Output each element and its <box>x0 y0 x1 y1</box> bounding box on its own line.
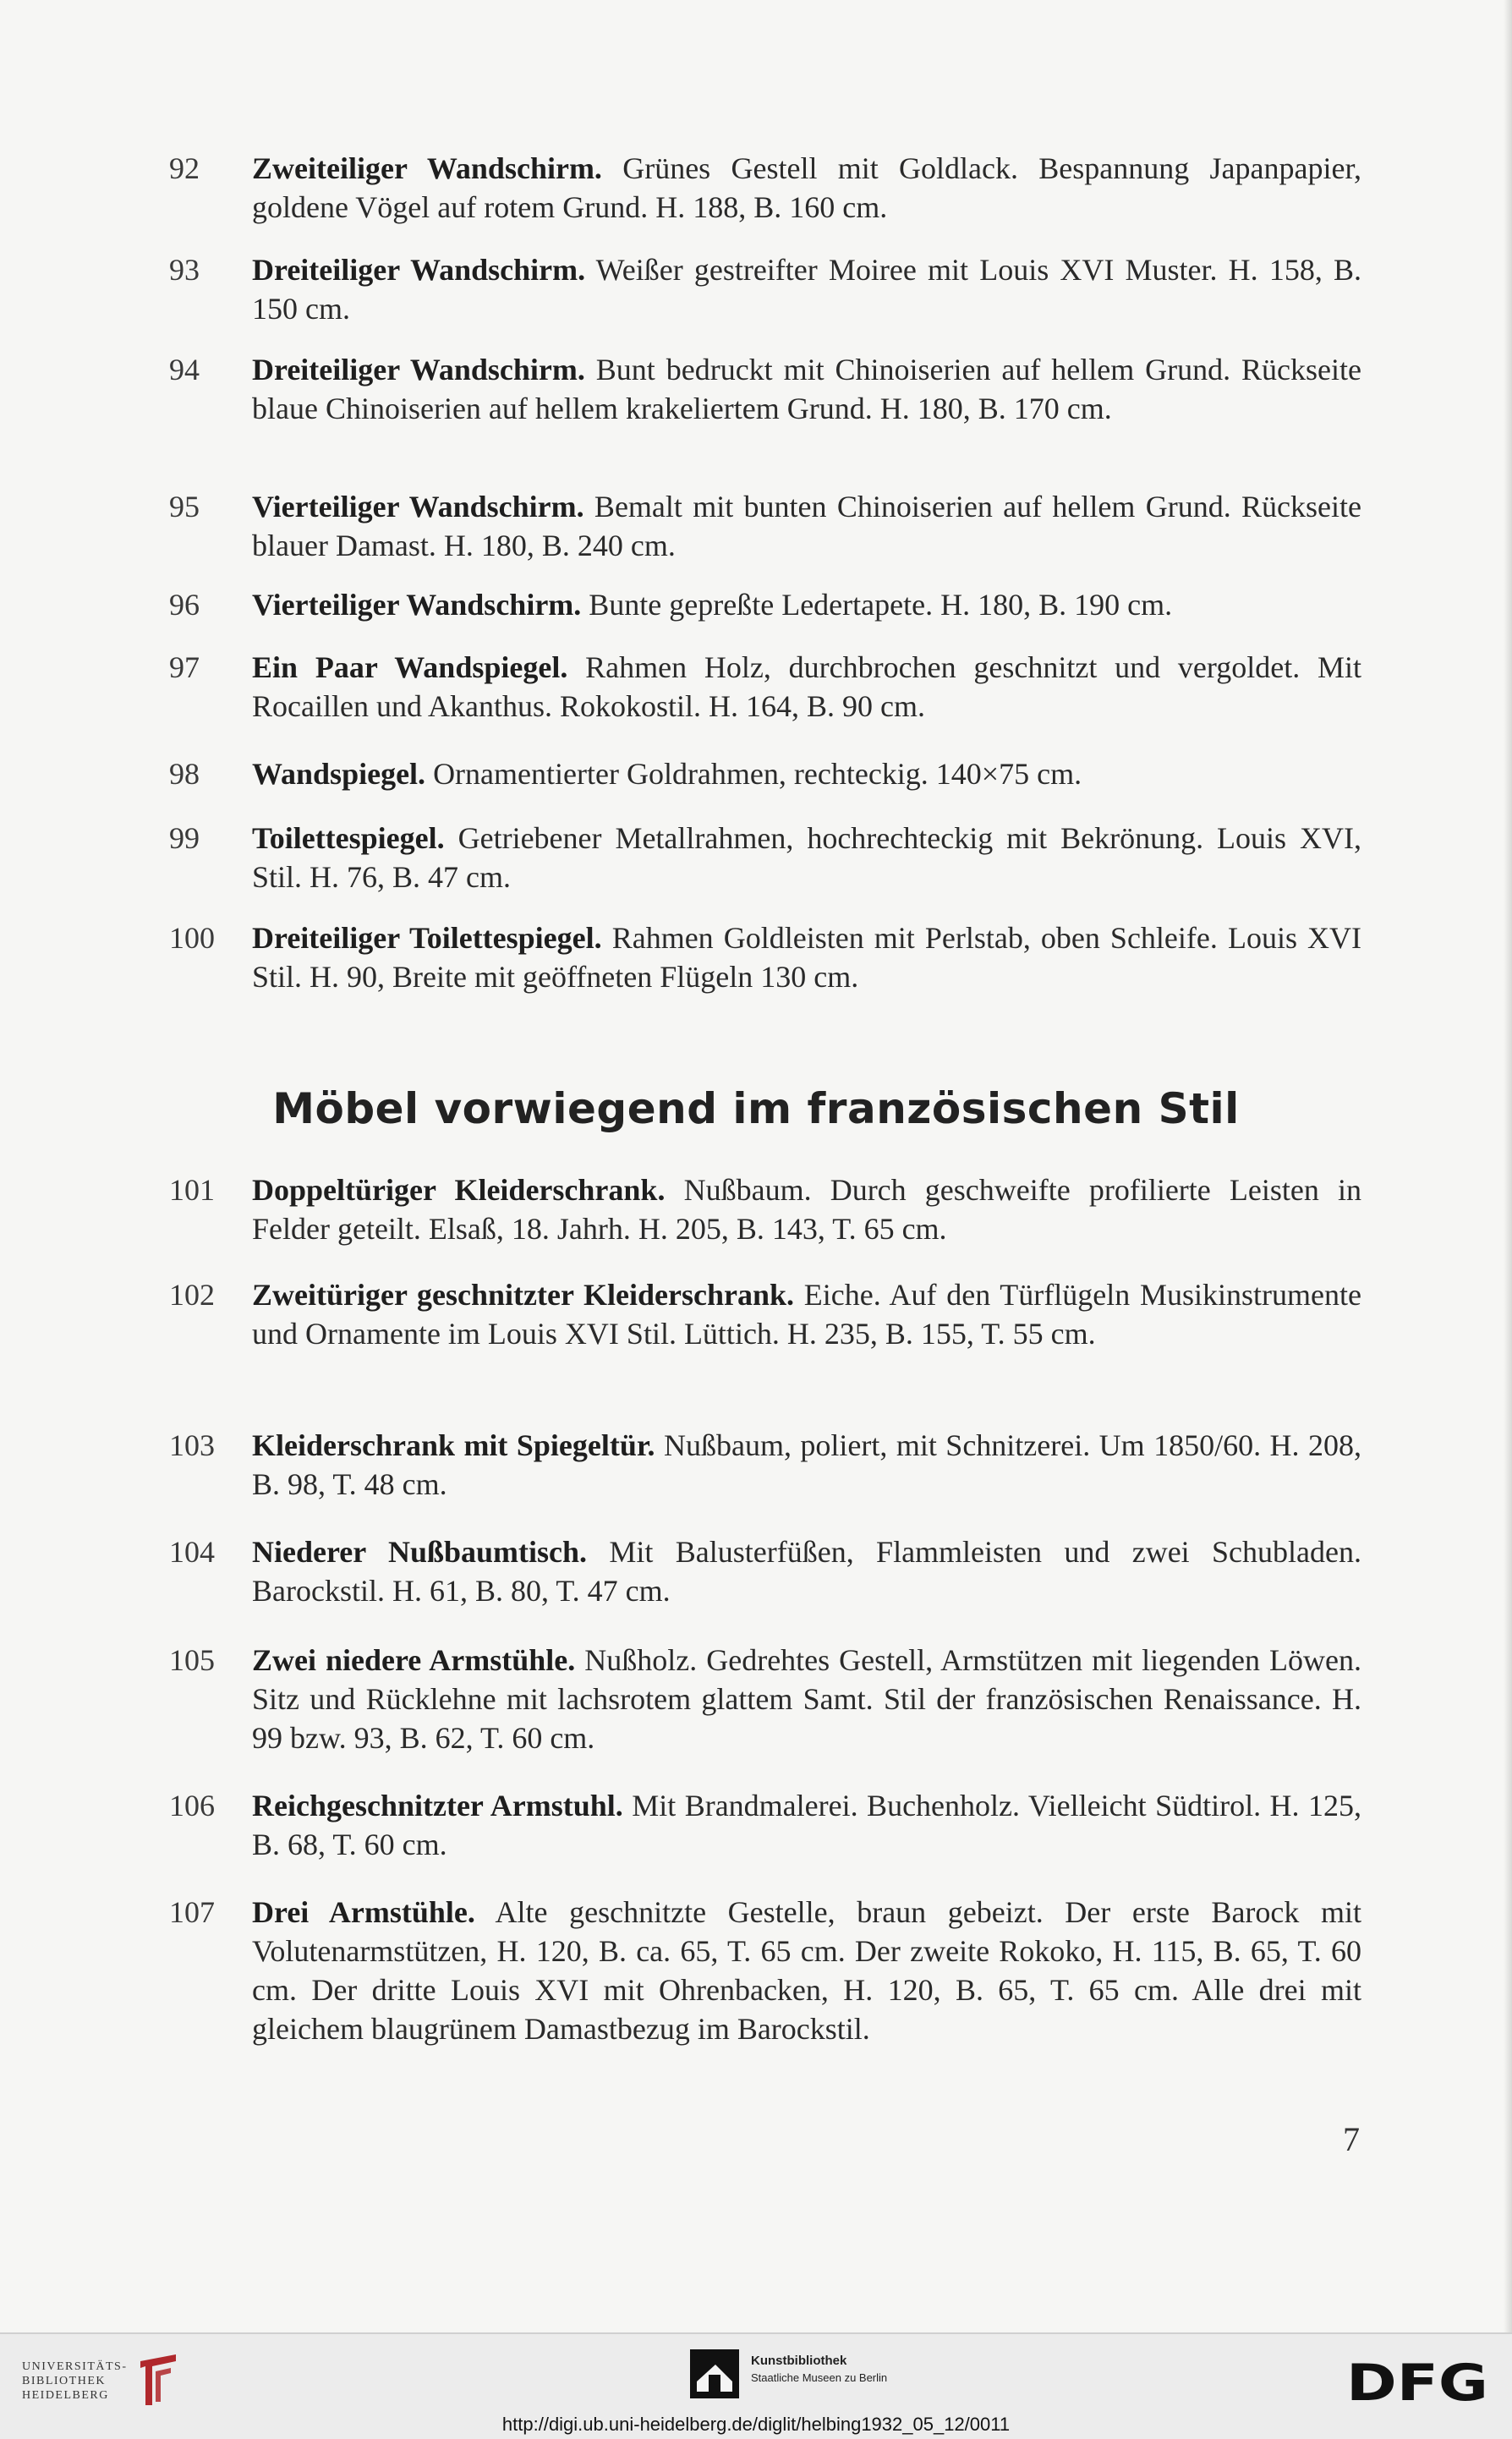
lot-number: 98 <box>169 757 200 791</box>
university-line: UNIVERSITÄTS- <box>22 2360 128 2373</box>
lot-number: 106 <box>169 1789 215 1822</box>
lot-entry <box>169 149 1361 227</box>
lot-entry <box>169 1170 1361 1248</box>
lot-number: 102 <box>169 1278 215 1312</box>
lot-title: Drei Armstühle. <box>252 1895 475 1929</box>
lot-number: 103 <box>169 1428 215 1462</box>
lot-title: Reichgeschnitzter Armstuhl. <box>252 1789 623 1822</box>
lot-number: 101 <box>169 1173 215 1207</box>
digitization-footer <box>0 2332 1512 2439</box>
lot-title: Doppeltüriger Kleiderschrank. <box>252 1173 666 1207</box>
section-heading: Möbel vorwiegend im französischen Stil <box>272 1084 1240 1133</box>
lot-description: Ornamentierter Goldrahmen, rechteckig. 140×75 cm. <box>425 757 1082 791</box>
lot-entry <box>169 819 1361 896</box>
lot-number: 94 <box>169 353 200 386</box>
lot-description: Weißer gestreifter Moiree mit Louis XVI Muster. H. 158, B. 150 cm. <box>252 253 1361 326</box>
kunstbibliothek-text <box>751 2353 887 2387</box>
lot-description: Bemalt mit bunten Chinoiserien auf hellem Grund. Rückseite blauer Damast. H. 180, B. 240 cm. <box>252 490 1361 562</box>
lot-title: Zwei niedere Armstühle. <box>252 1643 576 1677</box>
lot-title: Dreiteiliger Wandschirm. <box>252 253 586 287</box>
lot-entry <box>169 648 1361 726</box>
lot-entry <box>169 1532 1361 1610</box>
lot-entry <box>169 1641 1361 1757</box>
kunstbibliothek-subtitle: Staatliche Museen zu Berlin <box>751 2371 888 2384</box>
university-line: BIBLIOTHEK <box>22 2375 106 2387</box>
lot-description: Bunt bedruckt mit Chinoiserien auf hellem Grund. Rückseite blaue Chinoiserien auf hellem krakeliertem Grund. H. 180, B. 170 cm. <box>252 353 1361 425</box>
lot-description: Alte geschnitzte Gestelle, braun gebeizt. Der erste Barock mit Volutenarmstützen, H. 120, B. ca. 65, T. 65 cm. Der zweite Rokoko, H. 115, B. 65, T. 60 cm. Der dritte Louis XVI mit Ohrenbacken, H. 120, B. 65, T. 65 cm. Alle drei mit gleichem blaugrünem Damastbezug im Barockstil. <box>252 1895 1361 2046</box>
lot-description: Eiche. Auf den Türflügeln Musikinstrumente und Ornamente im Louis XVI Stil. Lüttich. H. 235, B. 155, T. 55 cm. <box>252 1278 1361 1351</box>
kunstbibliothek-title: Kunstbibliothek <box>751 2354 847 2368</box>
lot-description: Rahmen Holz, durchbrochen geschnitzt und vergoldet. Mit Rocaillen und Akanthus. Rokokostil. H. 164, B. 90 cm. <box>252 650 1361 723</box>
lot-title: Ein Paar Wandspiegel. <box>252 650 568 684</box>
lot-description: Grünes Gestell mit Goldlack. Bespannung Japanpapier, goldene Vögel auf rotem Grund. H. 188, B. 160 cm. <box>252 151 1361 224</box>
lot-number: 104 <box>169 1535 215 1569</box>
lot-title: Niederer Nußbaumtisch. <box>252 1535 588 1569</box>
lot-title: Dreiteiliger Wandschirm. <box>252 353 585 386</box>
dfg-logo[interactable] <box>1346 2356 1490 2403</box>
page-number: 7 <box>1343 2120 1360 2158</box>
lot-description: Getriebener Metallrahmen, hochrechteckig mit Bekrönung. Louis XVI, Stil. H. 76, B. 47 cm. <box>252 821 1361 894</box>
lot-entry <box>169 918 1361 996</box>
lot-description: Nußbaum, poliert, mit Schnitzerei. Um 1850/60. H. 208, B. 98, T. 48 cm. <box>252 1428 1361 1501</box>
lot-entry <box>169 350 1361 428</box>
lot-title: Dreiteiliger Toilettespiegel. <box>252 921 602 955</box>
lot-title: Kleiderschrank mit Spiegeltür. <box>252 1428 655 1462</box>
lot-entry <box>169 1893 1361 2048</box>
lot-title: Toilettespiegel. <box>252 821 445 855</box>
lot-number: 92 <box>169 151 200 185</box>
lot-title: Vierteiliger Wandschirm. <box>252 588 582 622</box>
lot-entry <box>169 250 1361 328</box>
lot-entry <box>169 754 1361 793</box>
lot-description: Mit Balusterfüßen, Flammleisten und zwei Schubladen. Barockstil. H. 61, B. 80, T. 47 cm. <box>252 1535 1361 1608</box>
lot-number: 97 <box>169 650 200 684</box>
lot-entry <box>169 585 1361 624</box>
lot-number: 95 <box>169 490 200 523</box>
university-line: HEIDELBERG <box>22 2389 109 2402</box>
lot-number: 105 <box>169 1643 215 1677</box>
lot-entry <box>169 1786 1361 1864</box>
footer-divider <box>0 2332 1512 2334</box>
lot-number: 100 <box>169 921 215 955</box>
kunstbibliothek-logo-icon[interactable] <box>690 2349 739 2398</box>
lot-entry <box>169 1426 1361 1504</box>
lot-title: Vierteiliger Wandschirm. <box>252 490 584 523</box>
lot-number: 99 <box>169 821 200 855</box>
lot-title: Wandspiegel. <box>252 757 426 791</box>
lot-title: Zweiteiliger Wandschirm. <box>252 151 602 185</box>
lot-entry <box>169 1275 1361 1353</box>
lot-description: Nußbaum. Durch geschweifte profilierte Leisten in Felder geteilt. Elsaß, 18. Jahrh. H. 205, B. 143, T. 65 cm. <box>252 1173 1362 1246</box>
university-library-wordmark[interactable] <box>22 2360 128 2403</box>
lot-number: 93 <box>169 253 200 287</box>
lot-title: Zweitüriger geschnitzter Kleiderschrank. <box>252 1278 795 1312</box>
university-library-logo-icon[interactable] <box>134 2349 183 2410</box>
lot-description: Bunte gepreßte Ledertapete. H. 180, B. 190 cm. <box>581 588 1173 622</box>
permalink-url[interactable]: http://digi.ub.uni-heidelberg.de/diglit/helbing1932_05_12/0011 <box>501 2414 1011 2435</box>
lot-description: Rahmen Goldleisten mit Perlstab, oben Schleife. Louis XVI Stil. H. 90, Breite mit geöffneten Flügeln 130 cm. <box>252 921 1361 994</box>
lot-description: Mit Brandmalerei. Buchenholz. Vielleicht Südtirol. H. 125, B. 68, T. 60 cm. <box>252 1789 1362 1861</box>
lot-entry <box>169 487 1361 565</box>
svg-text:DFG: DFG <box>1346 2356 1488 2403</box>
lot-number: 96 <box>169 588 200 622</box>
lot-number: 107 <box>169 1895 215 1929</box>
lot-description: Nußholz. Gedrehtes Gestell, Armstützen mit liegenden Löwen. Sitz und Rücklehne mit lachsrotem glattem Samt. Stil der französischen Renaissance. H. 99 bzw. 93, B. 62, T. 60 cm. <box>252 1643 1361 1755</box>
